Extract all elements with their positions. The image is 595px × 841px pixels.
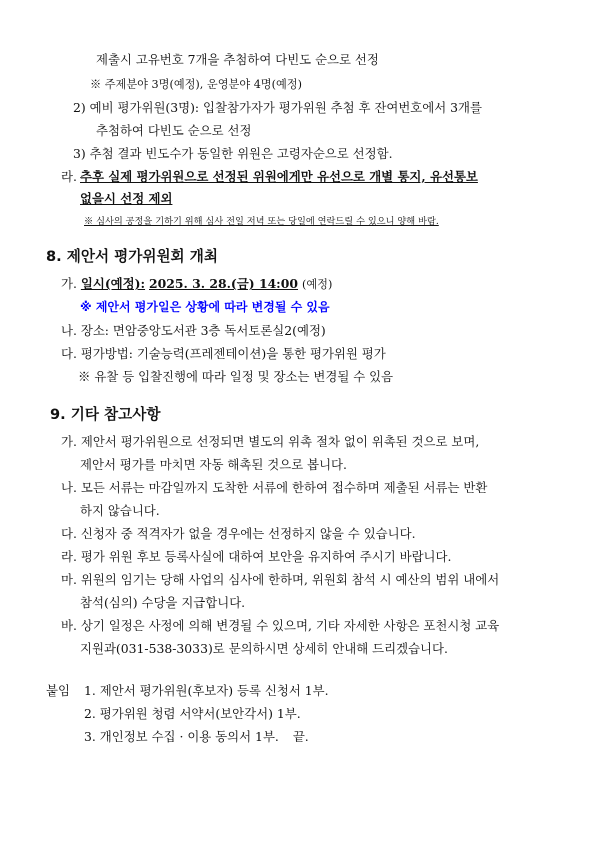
schedule-variation-note: ※ 유찰 등 입찰진행에 따라 일정 및 장소는 변경될 수 있음 bbox=[78, 369, 394, 384]
field-count-note: ※ 주제분야 3명(예정), 운영분야 4명(예정) bbox=[90, 78, 302, 91]
section-8-title: 8. 제안서 평가위원회 개최 bbox=[46, 248, 218, 265]
attachments-label: 붙임 bbox=[46, 683, 70, 698]
schedule-label: 일시(예정): bbox=[80, 276, 146, 291]
attachment-item-1: 1. 제안서 평가위원(후보자) 등록 신청서 1부. bbox=[84, 683, 329, 698]
attachment-item-3-row bbox=[84, 729, 309, 745]
notice-item-marker: 라. bbox=[61, 169, 77, 184]
documents-item-line1: 나. 모든 서류는 마감일까지 도착한 서류에 한하여 접수하며 제출된 서류는 반환 bbox=[61, 480, 488, 495]
section-9-title: 9. 기타 참고사항 bbox=[50, 406, 161, 423]
term-item-line2: 참석(심의) 수당을 지급합니다. bbox=[80, 595, 246, 610]
inquiry-item-line2: 지원과(031-538-3033)로 문의하시면 상세히 안내해 드리겠습니다. bbox=[80, 641, 448, 656]
schedule-item bbox=[61, 276, 332, 293]
notice-item-line2: 없을시 선정 제외 bbox=[80, 191, 173, 206]
reserve-member-item-line2: 추첨하여 다빈도 순으로 선정 bbox=[96, 123, 252, 138]
contact-note: ※ 심사의 공정을 기하기 위해 심사 전일 저녁 또는 당일에 연락드릴 수 있으니 양해 바람. bbox=[84, 216, 439, 227]
term-item-line1: 마. 위원의 임기는 당해 사업의 심사에 한하며, 위원회 참석 시 예산의 범위 내에서 bbox=[61, 572, 500, 587]
tie-break-item: 3) 추첨 결과 빈도수가 동일한 위원은 고령자순으로 선정함. bbox=[73, 146, 393, 161]
inquiry-item-line1: 바. 상기 일정은 사정에 의해 변경될 수 있으며, 기타 자세한 사항은 포천시청 교육 bbox=[61, 618, 500, 633]
attachment-item-3: 3. 개인정보 수집 · 이용 동의서 1부. bbox=[84, 729, 279, 744]
evaluation-method-item: 다. 평가방법: 기술능력(프레젠테이션)을 통한 평가위원 평가 bbox=[61, 346, 386, 361]
schedule-date: 2025. 3. 28.(금) 14:00 bbox=[149, 276, 299, 291]
documents-item-line2: 하지 않습니다. bbox=[80, 503, 160, 518]
appointment-item-line2: 제안서 평가를 마치면 자동 해촉된 것으로 봅니다. bbox=[80, 457, 347, 472]
selection-method-line: 제출시 고유번호 7개을 추첨하여 다빈도 순으로 선정 bbox=[96, 52, 379, 67]
notice-item-line1: 추후 실제 평가위원으로 선정된 위원에게만 유선으로 개별 통지, 유선통보 bbox=[80, 169, 478, 184]
schedule-marker: 가. bbox=[61, 276, 77, 291]
venue-item: 나. 장소: 면암중앙도서관 3층 독서토론실2(예정) bbox=[61, 323, 326, 338]
security-item: 라. 평가 위원 후보 등록사실에 대하여 보안을 유지하여 주시기 바랍니다. bbox=[61, 549, 452, 564]
attachment-item-2: 2. 평가위원 청렴 서약서(보안각서) 1부. bbox=[84, 706, 301, 721]
schedule-change-note: ※ 제안서 평가일은 상황에 따라 변경될 수 있음 bbox=[80, 300, 330, 314]
appointment-item-line1: 가. 제안서 평가위원으로 선정되면 별도의 위촉 절차 없이 위촉된 것으로 보며, bbox=[61, 434, 480, 449]
no-qualified-item: 다. 신청자 중 적격자가 없을 경우에는 선정하지 않을 수 있습니다. bbox=[61, 526, 416, 541]
reserve-member-item-line1: 2) 예비 평가위원(3명): 입찰참가자가 평가위원 추첨 후 잔여번호에서 3개를 bbox=[73, 100, 482, 115]
end-mark: 끝. bbox=[292, 729, 309, 744]
schedule-suffix: (예정) bbox=[301, 278, 333, 291]
